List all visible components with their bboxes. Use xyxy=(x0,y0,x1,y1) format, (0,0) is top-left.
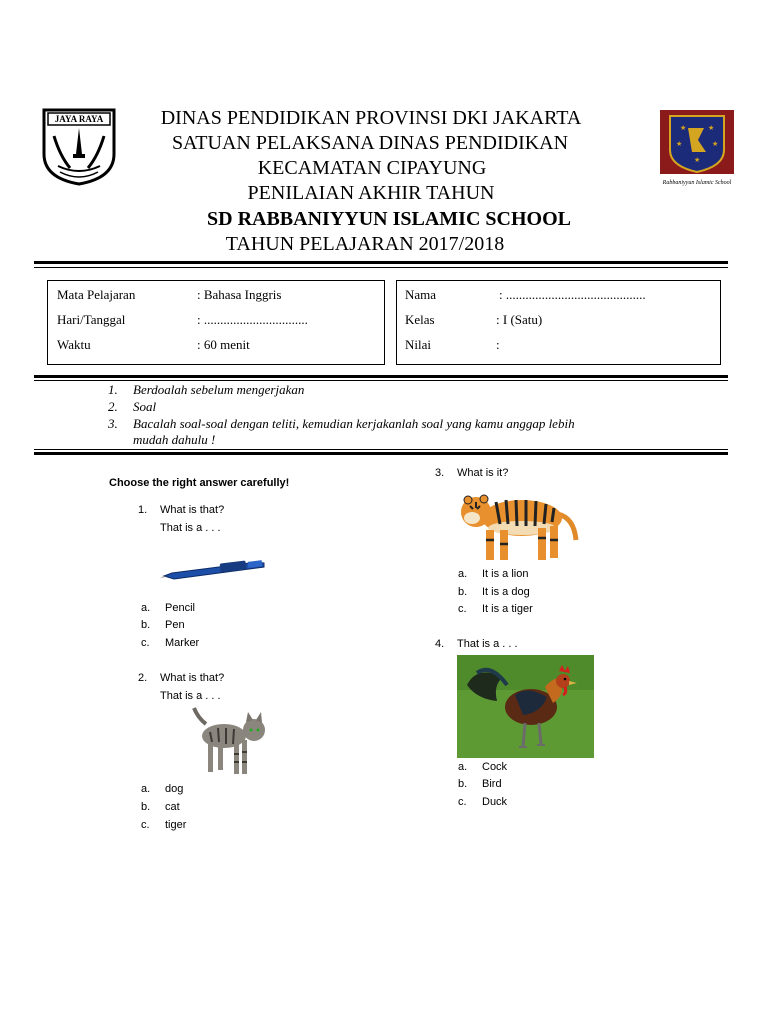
section-title: Choose the right answer carefully! xyxy=(109,477,290,489)
info-subject-label: Mata Pelajaran xyxy=(57,287,136,302)
info-time-label: Waktu xyxy=(57,337,91,352)
info-name-label: Nama xyxy=(405,287,437,302)
info-date-value: : ................................ xyxy=(197,312,308,327)
question-1-option-b[interactable]: b. Pen xyxy=(141,619,185,631)
question-4-prompt: 4. That is a . . . xyxy=(435,638,518,650)
question-2-option-c[interactable]: c. tiger xyxy=(141,819,187,831)
svg-text:Rabbaniyyun Islamic School: Rabbaniyyun Islamic School xyxy=(662,180,732,186)
svg-text:★: ★ xyxy=(676,140,683,148)
question-3-option-a[interactable]: a. It is a lion xyxy=(458,568,529,580)
info-score-label: Nilai xyxy=(405,337,431,352)
header-line-3: KECAMATAN CIPAYUNG xyxy=(257,157,487,179)
svg-text:★: ★ xyxy=(680,124,687,132)
instructions-rule-top-thick xyxy=(34,375,728,378)
question-3-prompt: 3. What is it? xyxy=(435,467,509,479)
info-date-label: Hari/Tanggal xyxy=(57,312,126,327)
svg-text:JAYA RAYA: JAYA RAYA xyxy=(54,114,104,124)
instruction-item: 1. Berdoalah sebelum mengerjakan xyxy=(108,382,305,397)
info-name-field: : ........................................... xyxy=(499,287,646,302)
cat-image xyxy=(190,704,272,785)
header-line-4: PENILAIAN AKHIR TAHUN xyxy=(247,182,495,204)
question-4-option-c[interactable]: c. Duck xyxy=(458,796,508,808)
question-2-option-a[interactable]: a. dog xyxy=(141,783,184,795)
tiger-image xyxy=(456,484,580,573)
question-4-option-b[interactable]: b. Bird xyxy=(458,778,502,790)
question-1-sub: That is a . . . xyxy=(160,522,221,534)
info-score-field: : xyxy=(496,337,500,352)
svg-text:★: ★ xyxy=(694,156,701,164)
info-class-label: Kelas xyxy=(405,312,435,327)
instructions-rule-bottom-thin xyxy=(34,449,728,450)
svg-text:★: ★ xyxy=(708,124,715,132)
info-class-value: : I (Satu) xyxy=(496,312,543,327)
question-3-option-b[interactable]: b. It is a dog xyxy=(458,586,530,598)
info-subject-value: : Bahasa Inggris xyxy=(197,287,282,302)
header-rule-thin xyxy=(34,267,728,268)
info-time-value: : 60 menit xyxy=(197,337,250,352)
pen-image xyxy=(160,556,270,591)
svg-text:★: ★ xyxy=(712,140,719,148)
question-1-option-a[interactable]: a. Pencil xyxy=(141,602,195,614)
header-rule-thick xyxy=(34,261,728,264)
instructions-rule-bottom-thick xyxy=(34,452,728,455)
header-line-2: SATUAN PELAKSANA DINAS PENDIDIKAN xyxy=(171,132,569,154)
instruction-item-continued: mudah dahulu ! xyxy=(133,432,216,447)
question-4-option-a[interactable]: a. Cock xyxy=(458,761,508,773)
question-2-option-b[interactable]: b. cat xyxy=(141,801,180,813)
question-2-prompt: 2. What is that? xyxy=(138,672,225,684)
instruction-item: 2. Soal xyxy=(108,399,157,414)
question-1-option-c[interactable]: c. Marker xyxy=(141,637,200,649)
header-school-name: SD RABBANIYYUN ISLAMIC SCHOOL xyxy=(207,208,571,230)
instructions-rule-top-thin xyxy=(34,380,728,381)
instruction-item: 3. Bacalah soal-soal dengan teliti, kemudian kerjakanlah soal yang kamu anggap lebih xyxy=(108,416,575,431)
question-3-option-c[interactable]: c. It is a tiger xyxy=(458,603,533,615)
header-line-1: DINAS PENDIDIKAN PROVINSI DKI JAKARTA xyxy=(160,107,582,129)
header-academic-year: TAHUN PELAJARAN 2017/2018 xyxy=(225,233,505,255)
school-logo xyxy=(658,108,736,190)
question-2-sub: That is a . . . xyxy=(160,690,221,702)
question-1-prompt: 1. What is that? xyxy=(138,504,225,516)
rooster-image xyxy=(457,655,594,763)
